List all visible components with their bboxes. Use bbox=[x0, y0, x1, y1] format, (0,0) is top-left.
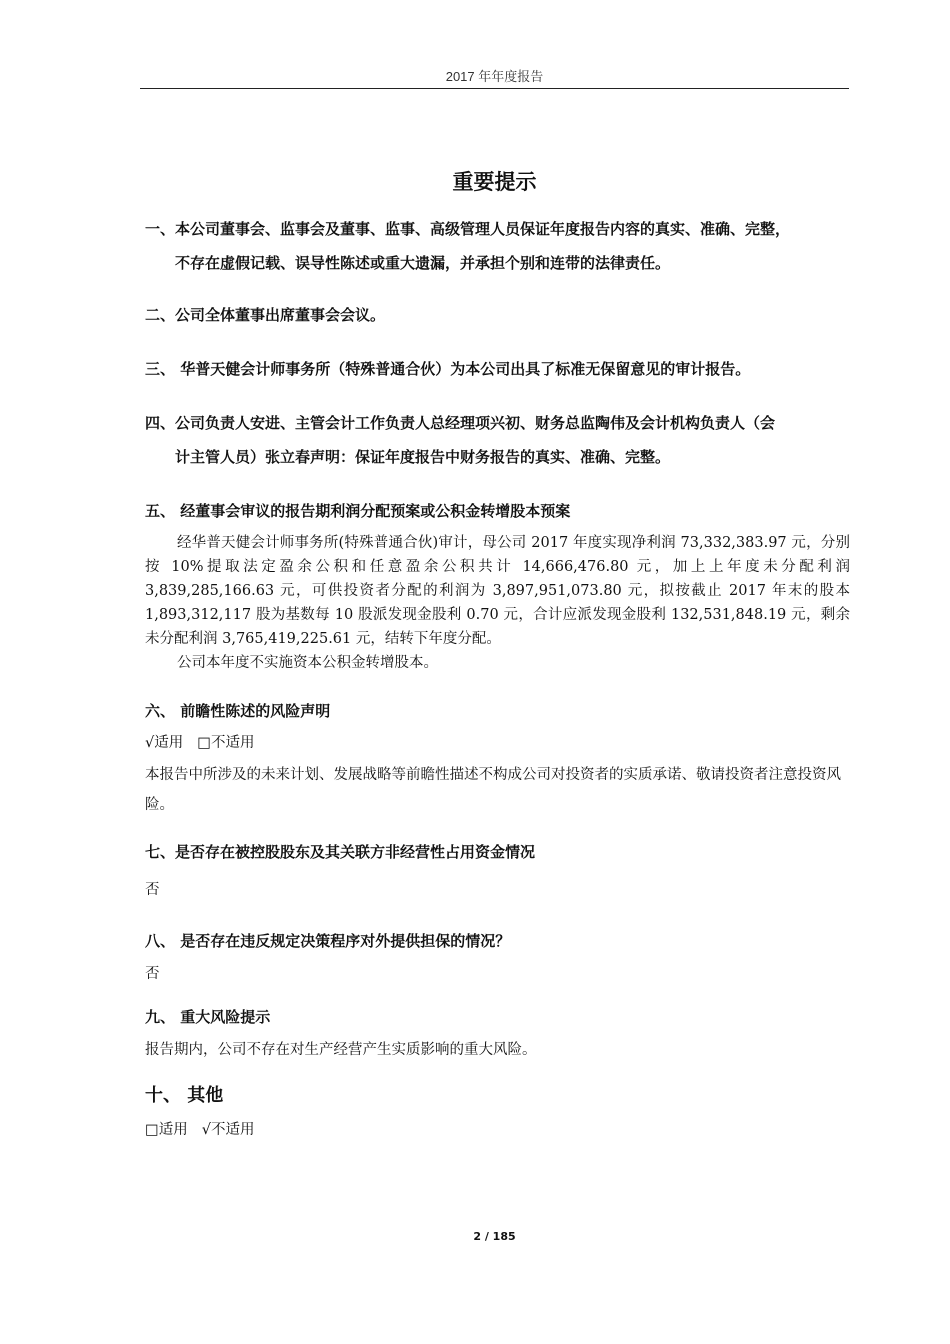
section-4 bbox=[145, 406, 850, 474]
section-6-options bbox=[145, 731, 850, 755]
section-2: 二、公司全体董事出席董事会会议。 bbox=[145, 306, 386, 324]
applicable-unchecked: □适用 bbox=[145, 1122, 188, 1138]
section-1-line-1: 一、本公司董事会、监事会及董事、监事、高级管理人员保证年度报告内容的真实、准确、完整， bbox=[145, 220, 791, 238]
section-9-text: 报告期内，公司不存在对生产经营产生实质影响的重大风险。 bbox=[145, 1042, 537, 1058]
not-applicable-checked: √不适用 bbox=[201, 1122, 255, 1138]
page-title: 重要提示 bbox=[452, 170, 537, 194]
capital-reserve-paragraph: 公司本年度不实施资本公积金转增股本。 bbox=[177, 655, 438, 671]
section-9-heading: 九、 重大风险提示 bbox=[145, 1008, 271, 1026]
section-3: 三、 华普天健会计师事务所（特殊普通合伙）为本公司出具了标准无保留意见的审计报告。 bbox=[145, 360, 751, 378]
section-4-line-1: 四、公司负责人安进、主管会计工作负责人总经理项兴初、财务总监陶伟及会计机构负责人（会 bbox=[145, 414, 776, 432]
page-number: 2 / 185 bbox=[473, 1230, 516, 1243]
header-divider bbox=[140, 88, 849, 89]
section-10-heading: 十、 其他 bbox=[145, 1085, 224, 1106]
section-6-heading: 六、 前瞻性陈述的风险声明 bbox=[145, 702, 331, 720]
section-8-heading: 八、 是否存在违反规定决策程序对外提供担保的情况？ bbox=[145, 932, 511, 950]
section-5-body bbox=[145, 531, 850, 675]
section-8-answer: 否 bbox=[145, 966, 160, 982]
section-10-options bbox=[145, 1118, 850, 1142]
section-7-answer: 否 bbox=[145, 882, 160, 898]
section-1 bbox=[145, 212, 850, 280]
section-4-line-2: 计主管人员）张立春声明：保证年度报告中财务报告的真实、准确、完整。 bbox=[175, 448, 671, 466]
applicable-checked: √适用 bbox=[145, 735, 184, 751]
forward-looking-statement: 本报告中所涉及的未来计划、发展战略等前瞻性描述不构成公司对投资者的实质承诺、敬请投资者注意投资风险。 bbox=[145, 767, 841, 813]
profit-distribution-paragraph: 经华普天健会计师事务所(特殊普通合伙)审计，母公司 2017 年度实现净利润 73,332,383.97 元，分别按 10%提取法定盈余公积和任意盈余公积共计 14,666,476.80 元，加上上年度未分配利润 3,839,285,166.63 元，可供投资者分配的利润为 3,897,951,073.80 元，拟按截止 2017 年末的股本 1,893,312,117 股为基数每 10 股派发现金股利 0.70 元，合计应派发现金股利 132,531,848.19 元，剩余未分配利润 3,765,419,225.61 元，结转下年度分配。 bbox=[145, 535, 850, 647]
section-1-line-2: 不存在虚假记载、误导性陈述或重大遗漏，并承担个别和连带的法律责任。 bbox=[175, 254, 671, 272]
running-header: 2017 年年度报告 bbox=[445, 69, 544, 84]
section-7-heading: 七、是否存在被控股股东及其关联方非经营性占用资金情况 bbox=[145, 843, 536, 861]
section-5-heading: 五、 经董事会审议的报告期利润分配预案或公积金转增股本预案 bbox=[145, 502, 571, 520]
not-applicable-unchecked: □不适用 bbox=[197, 735, 255, 751]
